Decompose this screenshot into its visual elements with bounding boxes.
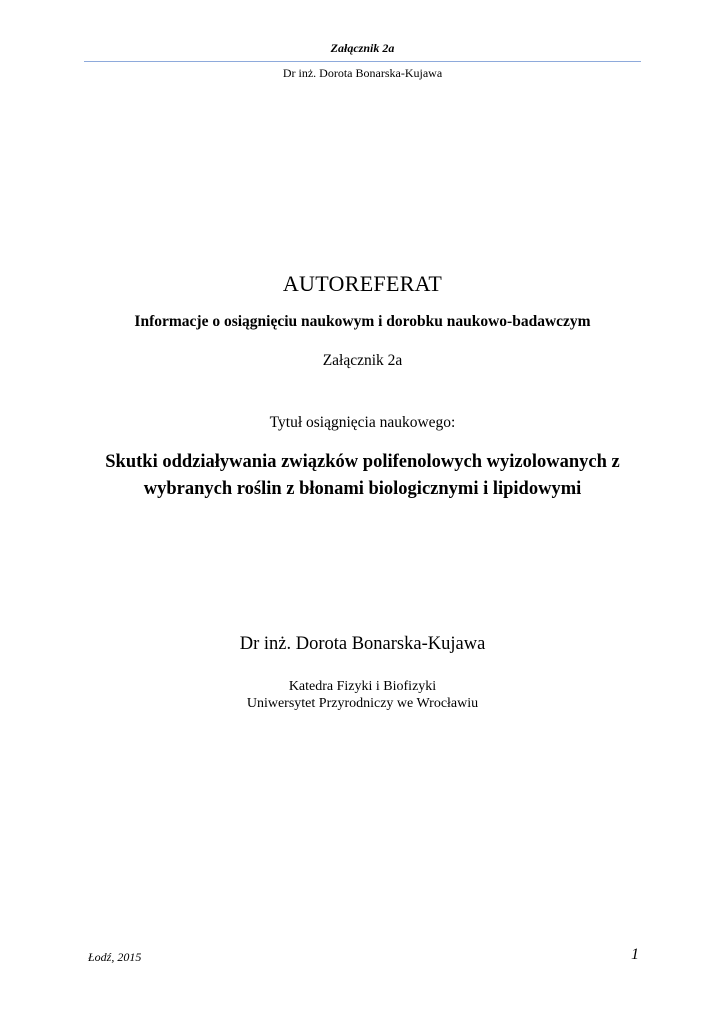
document-annex: Załącznik 2a (322, 352, 403, 369)
document-subtitle: Informacje o osiągnięciu naukowym i dorobku naukowo-badawczym (134, 313, 591, 330)
author-department: Katedra Fizyki i Biofizyki (288, 679, 437, 694)
achievement-title (0, 449, 725, 503)
achievement-title-line-2: wybranych roślin z błonami biologicznymi i lipidowymi (143, 479, 582, 499)
document-title: AUTOREFERAT (282, 271, 443, 296)
header-author: Dr inż. Dorota Bonarska-Kujawa (282, 66, 443, 80)
header-title: Załącznik 2a (330, 41, 395, 55)
achievement-title-line-1: Skutki oddziaływania związków polifenolowych wyizolowanych z (105, 452, 620, 472)
achievement-label: Tytuł osiągnięcia naukowego: (269, 414, 456, 431)
author-name: Dr inż. Dorota Bonarska-Kujawa (239, 634, 486, 654)
author-university: Uniwersytet Przyrodniczy we Wrocławiu (246, 696, 479, 711)
footer-place-date: Łodź, 2015 (88, 950, 142, 964)
header-divider (84, 61, 641, 62)
footer-page-number: 1 (631, 946, 639, 963)
